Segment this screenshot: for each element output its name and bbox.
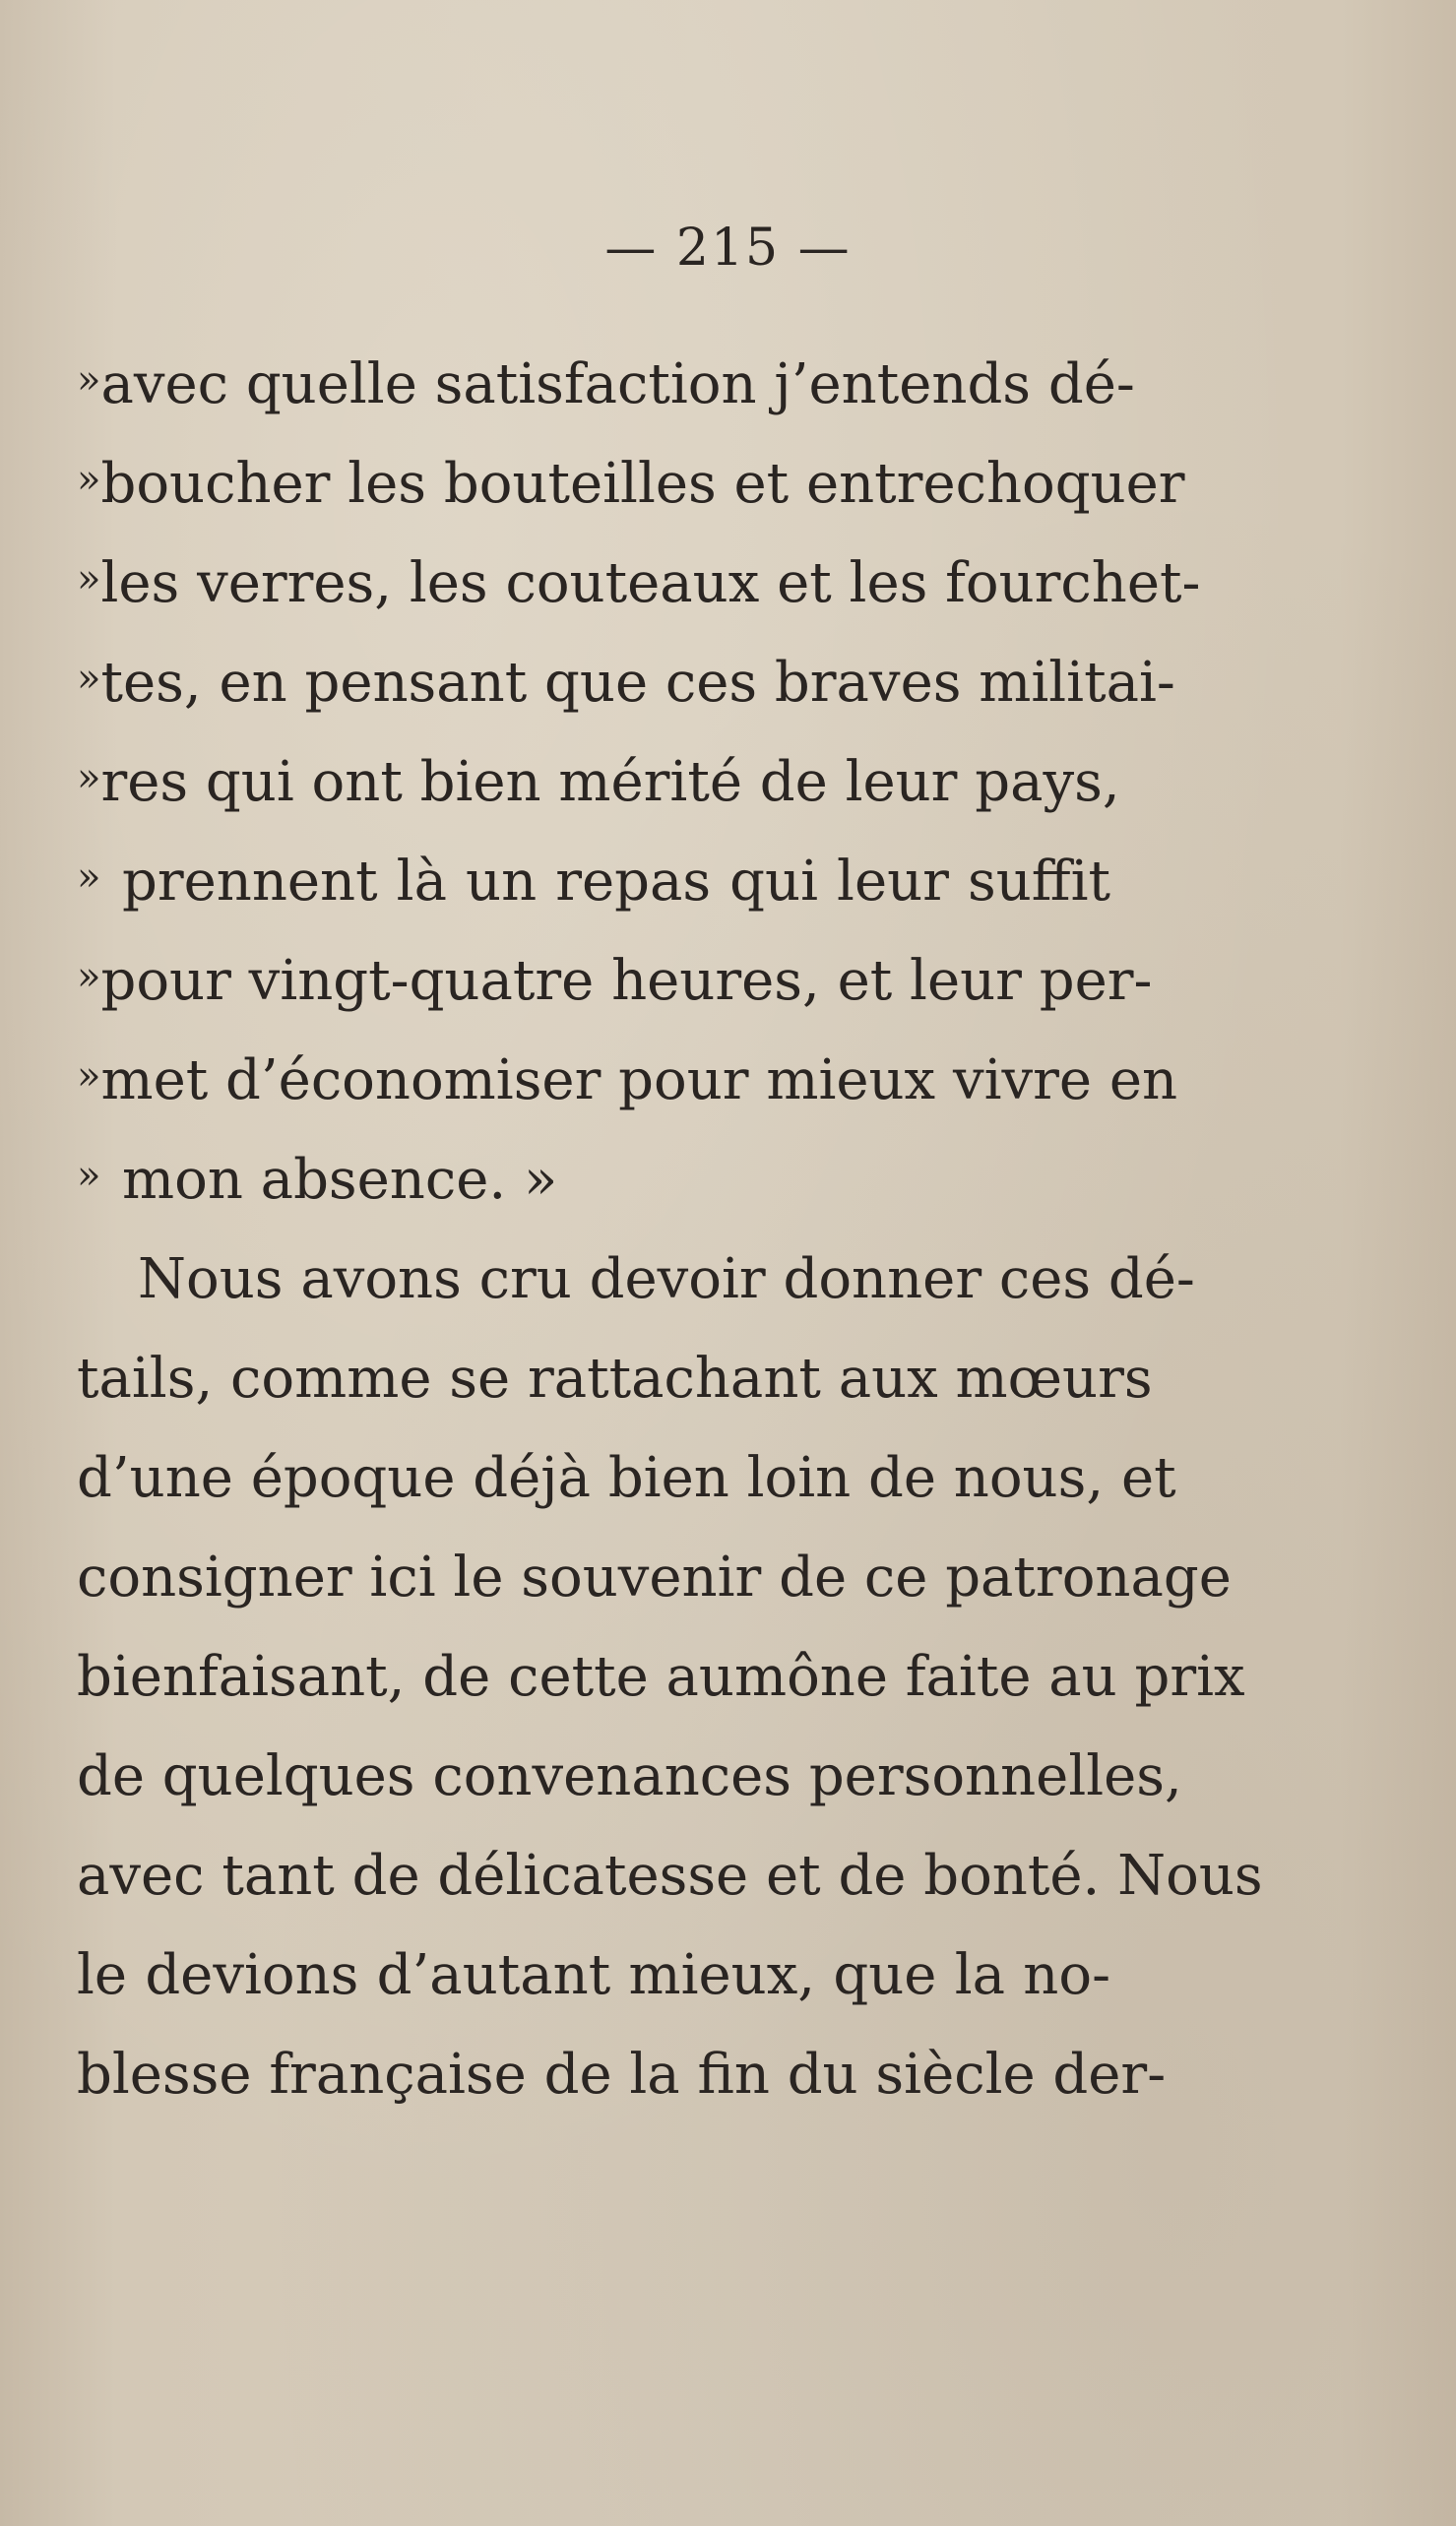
quoted-line bbox=[77, 832, 1110, 931]
quoted-line bbox=[77, 931, 1153, 1031]
quoted-line-text: boucher les bouteilles et entrechoquer bbox=[100, 452, 1185, 516]
quoted-line-text: mon absence. » bbox=[122, 1148, 558, 1212]
quoted-line bbox=[77, 1130, 1110, 1230]
quote-mark: » bbox=[77, 755, 101, 800]
quote-mark: » bbox=[77, 556, 101, 601]
quoted-line bbox=[77, 335, 1135, 434]
paragraph-line: de quelques convenances personnelles, bbox=[77, 1744, 1182, 1808]
page-number: — 215 — bbox=[604, 219, 852, 278]
quoted-line-text: avec quelle satisfaction j’entends dé- bbox=[100, 352, 1135, 416]
quote-mark: » bbox=[77, 357, 101, 403]
quoted-line bbox=[77, 434, 1185, 534]
paragraph-line: consigner ici le souvenir de ce patronage bbox=[77, 1546, 1232, 1610]
quote-mark: » bbox=[77, 656, 101, 701]
quoted-line-text: tes, en pensant que ces braves militai- bbox=[100, 651, 1175, 715]
quote-mark: » bbox=[77, 954, 101, 999]
paragraph-line: Nous avons cru devoir donner ces dé- bbox=[138, 1247, 1195, 1311]
quoted-line-text: met d’économiser pour mieux vivre en bbox=[100, 1048, 1178, 1112]
paragraph-line: avec tant de délicatesse et de bonté. Nous bbox=[77, 1844, 1263, 1908]
paragraph-line: le devions d’autant mieux, que la no- bbox=[77, 1943, 1110, 2007]
paragraph-line: tails, comme se rattachant aux mœurs bbox=[77, 1347, 1153, 1411]
quote-mark: » bbox=[77, 854, 101, 900]
paragraph-line: blesse française de la fin du siècle der- bbox=[77, 2043, 1167, 2107]
text-block bbox=[77, 335, 1263, 2124]
quote-mark: » bbox=[77, 457, 101, 502]
paragraph-line: bienfaisant, de cette aumône faite au prix bbox=[77, 1645, 1245, 1709]
paragraph-line: d’une époque déjà bien loin de nous, et bbox=[77, 1446, 1176, 1510]
quoted-line-text: res qui ont bien mérité de leur pays, bbox=[100, 750, 1120, 814]
quote-mark: » bbox=[77, 1053, 101, 1099]
quote-mark: » bbox=[77, 1153, 101, 1198]
quoted-line-text: les verres, les couteaux et les fourchet- bbox=[100, 551, 1201, 615]
quoted-line-text: pour vingt-quatre heures, et leur per- bbox=[100, 949, 1153, 1013]
quoted-line bbox=[77, 1031, 1178, 1130]
quoted-line bbox=[77, 534, 1201, 633]
quoted-line bbox=[77, 732, 1120, 832]
quoted-line bbox=[77, 633, 1175, 732]
quoted-line-text: prennent là un repas qui leur suffit bbox=[122, 850, 1110, 914]
